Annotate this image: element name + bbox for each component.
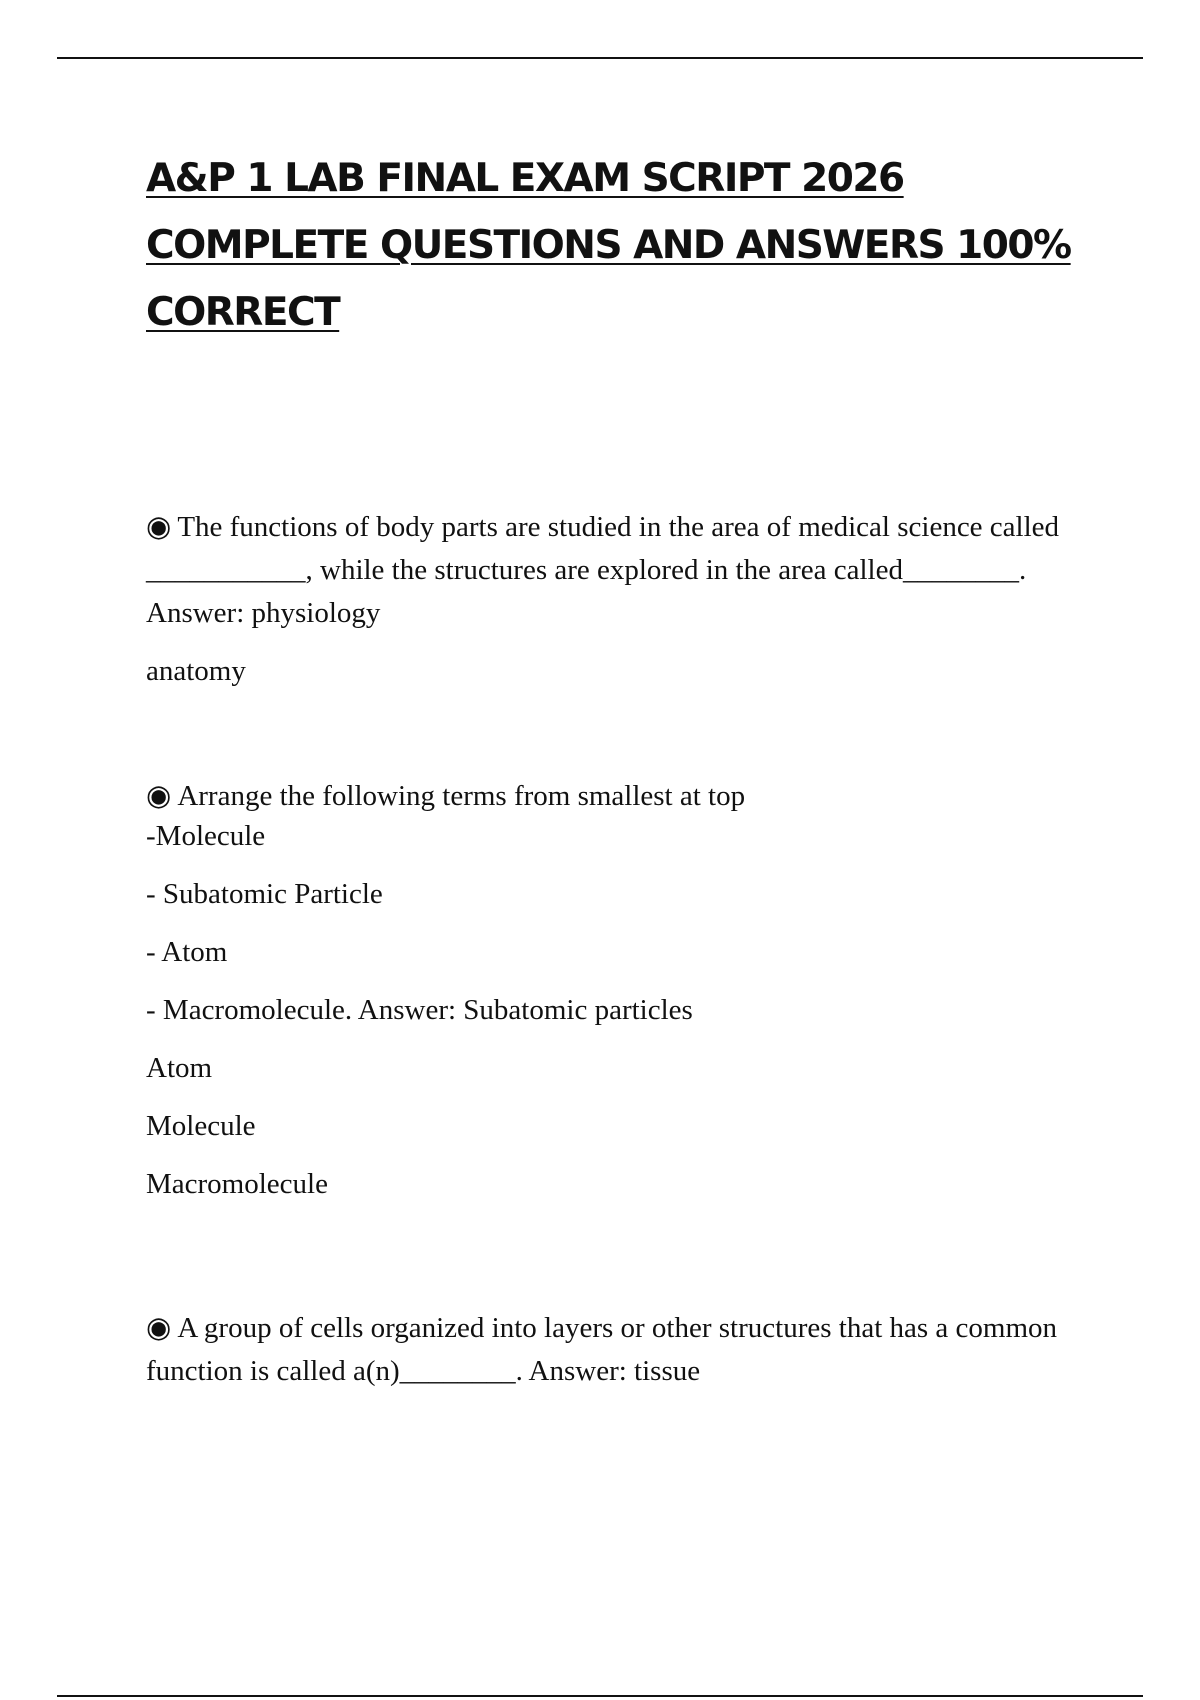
- document-title: A&P 1 LAB FINAL EXAM SCRIPT 2026 COMPLETE QUESTIONS AND ANSWERS 100% CORRECT: [146, 156, 1071, 335]
- list-item: - Macromolecule. Answer: Subatomic particles: [146, 994, 693, 1026]
- list-item: - Subatomic Particle: [146, 878, 383, 910]
- question-3: [146, 1307, 1086, 1393]
- question-2-lines: [146, 821, 693, 1227]
- question-1-text: [146, 506, 1086, 635]
- question-2-text: [146, 775, 1086, 818]
- bottom-rule: [57, 1695, 1143, 1697]
- list-item: Macromolecule: [146, 1168, 328, 1200]
- question-3-body: A group of cells organized into layers or other structures that has a common function is called a(n)________. Answer: tissue: [146, 1312, 1058, 1387]
- list-item: -Molecule: [146, 820, 266, 852]
- question-3-text: [146, 1307, 1086, 1393]
- question-1: [146, 506, 1086, 687]
- question-1-body: The functions of body parts are studied in the area of medical science called ___________, while the structures are explored in the area called________. Answer: physiology: [146, 511, 1060, 629]
- top-rule: [57, 57, 1143, 59]
- bullet-icon: ◉: [146, 780, 172, 812]
- question-2-body: Arrange the following terms from smallest at top: [177, 780, 746, 812]
- list-item: Atom: [146, 1052, 213, 1084]
- list-item: Molecule: [146, 1110, 256, 1142]
- question-2: [146, 775, 1086, 1200]
- list-item: - Atom: [146, 936, 228, 968]
- bullet-icon: ◉: [146, 511, 172, 543]
- question-1-answer-line: anatomy: [146, 655, 246, 687]
- bullet-icon: ◉: [146, 1312, 172, 1344]
